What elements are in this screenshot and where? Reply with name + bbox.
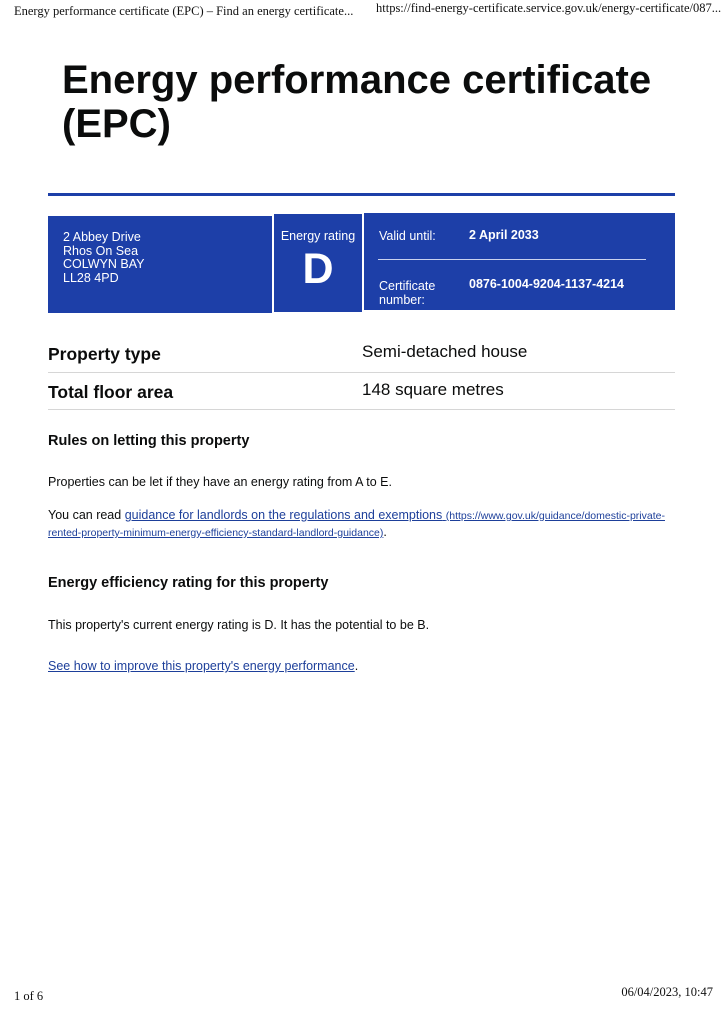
floor-area-label: Total floor area	[48, 382, 174, 402]
address-line-4: LL28 4PD	[63, 270, 119, 285]
title-divider	[48, 193, 675, 196]
floor-area-value: 148 square metres	[362, 380, 504, 399]
address-line-2: Rhos On Sea	[63, 243, 139, 258]
guidance-link-url: (https://www.gov.uk/guidance/domestic-private-rented-property-minimum-energy-efficiency-standard-landlord-guidance)	[48, 510, 665, 539]
page-indicator: 1 of 6	[14, 989, 44, 1003]
energy-rating-letter: D	[302, 245, 334, 293]
print-header-url: https://find-energy-certificate.service.gov.uk/energy-certificate/087...	[376, 1, 722, 15]
summary-divider	[48, 372, 675, 373]
guidance-prefix: You can read	[48, 508, 125, 522]
address-line-3: COLWYN BAY	[63, 257, 145, 271]
valid-until-date: 2 April 2033	[469, 228, 539, 242]
property-type-value: Semi-detached house	[362, 342, 528, 361]
validity-divider	[378, 259, 646, 260]
guidance-link-text: guidance for landlords on the regulations and exemptions	[124, 508, 443, 522]
improve-paragraph	[48, 659, 358, 673]
address-panel	[48, 216, 272, 313]
improve-suffix: .	[354, 659, 359, 673]
certificate-number-label: Certificate number:	[379, 279, 436, 307]
property-type-label: Property type	[48, 344, 161, 364]
valid-until-label: Valid until:	[379, 229, 436, 243]
landlord-guidance-link[interactable]	[48, 508, 665, 539]
energy-efficiency-heading: Energy efficiency rating for this property	[48, 575, 329, 591]
summary-divider	[48, 409, 675, 410]
landlord-guidance-paragraph	[48, 507, 668, 541]
page-title: Energy performance certificate (EPC)	[62, 58, 652, 146]
certificate-number: 0876-1004-9204-1137-4214	[469, 277, 624, 291]
energy-rating-panel	[274, 214, 362, 312]
guidance-suffix: .	[383, 525, 387, 539]
address-line-1: 2 Abbey Drive	[63, 230, 141, 244]
improve-energy-link[interactable]: See how to improve this property's energy performance	[48, 659, 355, 673]
letting-rating-text: Properties can be let if they have an energy rating from A to E.	[48, 475, 392, 489]
energy-rating-label: Energy rating	[280, 229, 356, 243]
current-rating-text: This property's current energy rating is D. It has the potential to be B.	[48, 618, 430, 632]
print-timestamp: 06/04/2023, 10:47	[621, 985, 713, 999]
validity-panel	[364, 213, 675, 310]
print-header-title: Energy performance certificate (EPC) – Find an energy certificate...	[14, 4, 354, 18]
letting-rules-heading: Rules on letting this property	[48, 433, 250, 449]
